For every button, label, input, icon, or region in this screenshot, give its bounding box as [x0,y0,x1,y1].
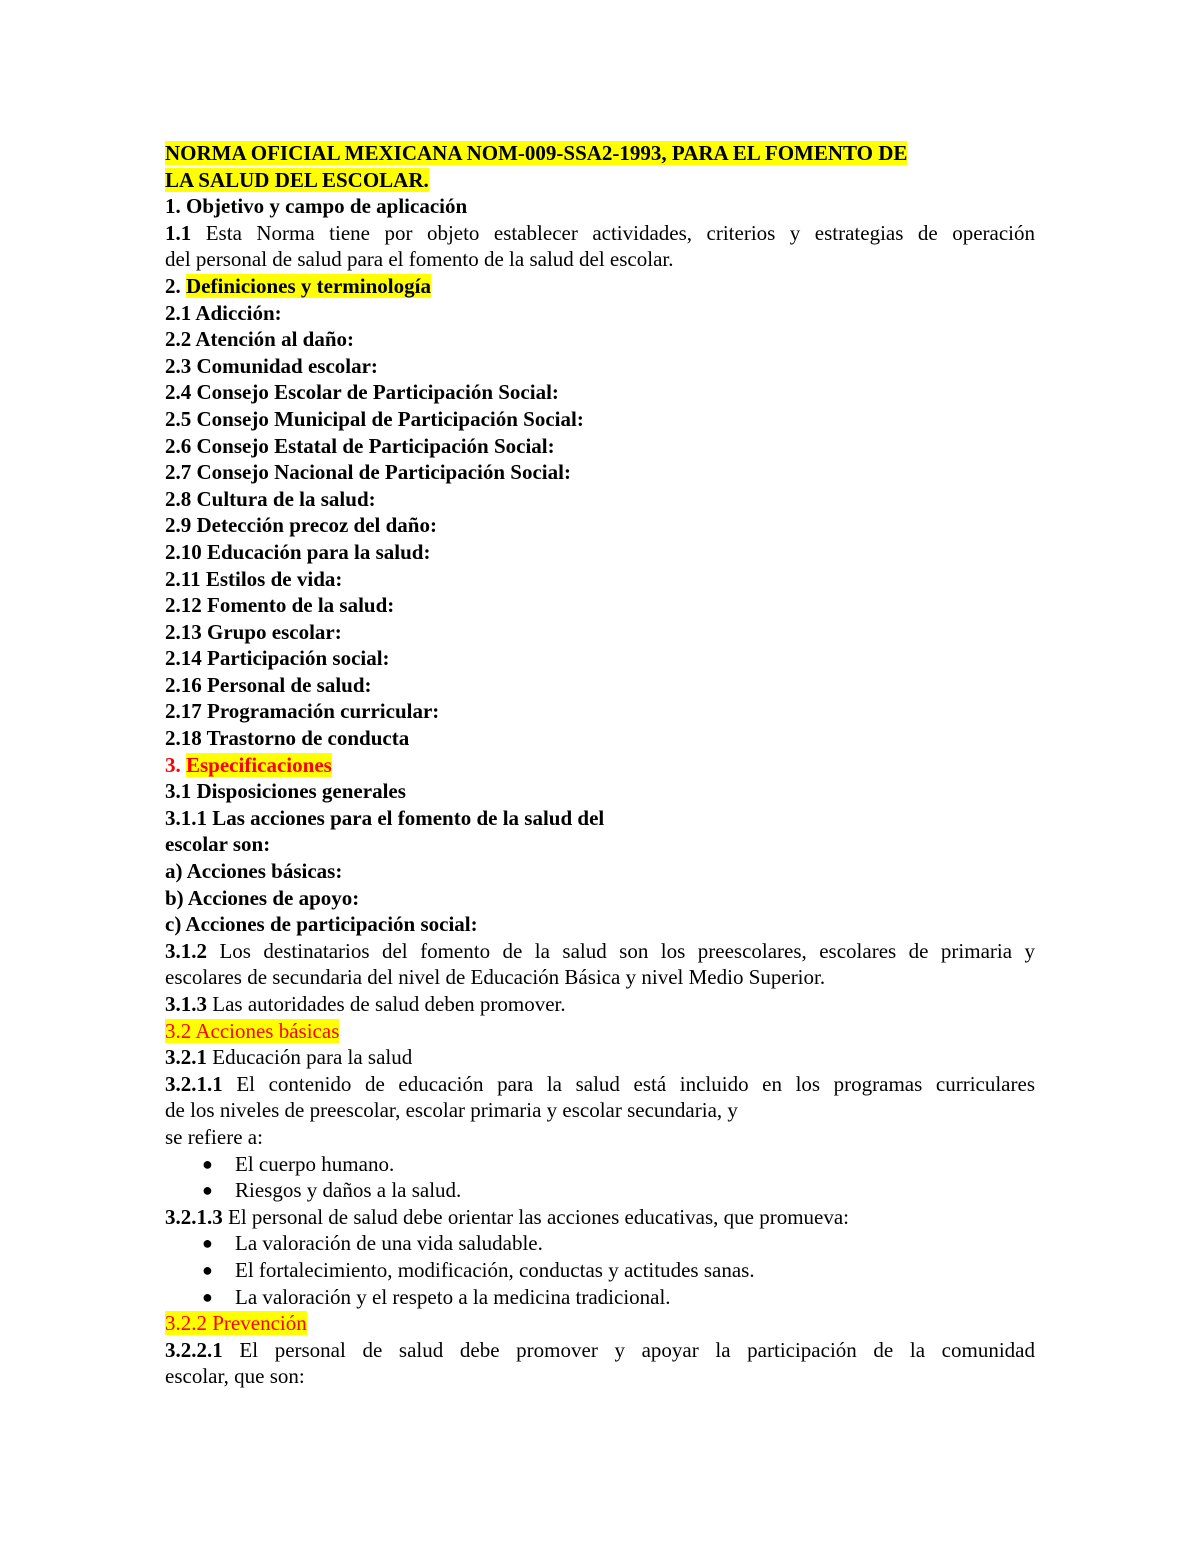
section-3-title: Especificaciones [186,752,332,777]
paragraph-3-2-1-number: 3.2.1 [165,1045,207,1070]
section-2-heading [165,273,1035,300]
definition-item: 2.14 Participación social: [165,646,390,671]
definition-item: 2.1 Adicción: [165,300,282,325]
paragraph-3-1-2-line-2: escolares de secundaria del nivel de Educación Básica y nivel Medio Superior. [165,965,826,990]
definition-item: 2.4 Consejo Escolar de Participación Social: [165,380,559,405]
subsection-3-2-heading [165,1018,1035,1045]
paragraph-1-1-text: Esta Norma tiene por objeto establecer actividades, criterios y estrategias de operación [191,220,1035,245]
subsection-3-2-2-title: 3.2.2 Prevención [165,1311,307,1336]
action-item: c) Acciones de participación social: [165,912,478,937]
action-item: b) Acciones de apoyo: [165,885,360,910]
action-item: a) Acciones básicas: [165,859,343,884]
paragraph-3-2-1 [165,1044,1035,1071]
paragraph-3-2-1-1-line-1 [165,1071,1035,1098]
definition-item: 2.18 Trastorno de conducta [165,726,410,751]
bullet-list-item [165,1177,1035,1204]
section-1-heading: 1. Objetivo y campo de aplicación [165,194,468,219]
paragraph-3-2-1-1-line-2: de los niveles de preescolar, escolar primaria y escolar secundaria, y [165,1098,738,1123]
paragraph-3-2-1-1-line-3: se refiere a: [165,1124,263,1149]
paragraph-3-1-1-line-1: 3.1.1 Las acciones para el fomento de la salud del [165,805,605,830]
title-highlight-1: NORMA OFICIAL MEXICANA NOM-009-SSA2-1993, PARA EL FOMENTO DE [165,141,908,165]
paragraph-3-2-2-1-text: El personal de salud debe promover y apoyar la participación de la comunidad [222,1337,1035,1362]
paragraph-3-2-1-3-number: 3.2.1.3 [165,1204,223,1229]
paragraph-3-2-2-1-line-2: escolar, que son: [165,1364,305,1389]
paragraph-3-1-2-text: Los destinatarios del fomento de la salud son los preescolares, escolares de primaria y [207,938,1035,963]
paragraph-3-1-1-line-2: escolar son: [165,832,271,857]
definition-item: 2.9 Detección precoz del daño: [165,513,437,538]
definition-item: 2.6 Consejo Estatal de Participación Social: [165,433,555,458]
bullet-text: La valoración de una vida saludable. [235,1231,543,1256]
paragraph-3-1-2-number: 3.1.2 [165,938,207,963]
definition-item: 2.16 Personal de salud: [165,672,372,697]
paragraph-3-1-3-number: 3.1.3 [165,992,207,1016]
paragraph-3-2-2-1-line-1 [165,1337,1035,1364]
subsection-3-2-2-heading [165,1310,1035,1337]
section-3-heading [165,752,1035,779]
bullet-icon: ● [202,1233,213,1254]
document-title-line-1 [165,140,1035,167]
paragraph-3-2-1-3 [165,1204,1035,1231]
definition-item: 2.8 Cultura de la salud: [165,486,376,511]
section-2-title: Definiciones y terminología [186,273,431,298]
paragraph-1-1-number: 1.1 [165,220,192,245]
definition-item: 2.7 Consejo Nacional de Participación Social: [165,460,571,485]
definition-item: 2.10 Educación para la salud: [165,539,431,564]
paragraph-3-2-1-3-text: El personal de salud debe orientar las acciones educativas, que promueva: [222,1204,850,1229]
definition-item: 2.11 Estilos de vida: [165,566,343,591]
subsection-3-1-heading: 3.1 Disposiciones generales [165,779,406,804]
paragraph-3-2-1-text: Educación para la salud [207,1045,413,1070]
bullet-list-item [165,1151,1035,1178]
paragraph-3-1-2-line-1 [165,938,1035,965]
title-highlight-2: LA SALUD DEL ESCOLAR. [165,167,429,192]
paragraph-3-1-3-text: Las autoridades de salud deben promover. [207,992,566,1016]
paragraph-3-2-1-1-number: 3.2.1.1 [165,1071,223,1096]
definition-item: 2.17 Programación curricular: [165,699,440,724]
section-2-number: 2. [165,273,186,298]
bullet-text: El cuerpo humano. [235,1151,395,1176]
bullet-list-item [165,1284,1035,1311]
bullet-text: La valoración y el respeto a la medicina tradicional. [235,1284,671,1309]
bullet-text: El fortalecimiento, modificación, conductas y actitudes sanas. [235,1257,755,1282]
document-title-line-2 [165,167,1035,194]
definition-item: 2.3 Comunidad escolar: [165,353,378,378]
paragraph-3-2-1-1-text: El contenido de educación para la salud está incluido en los programas curriculares [222,1071,1035,1096]
definition-item: 2.13 Grupo escolar: [165,619,342,644]
paragraph-3-1-3 [165,991,1035,1018]
subsection-3-2-title: 3.2 Acciones básicas [165,1018,340,1043]
bullet-icon: ● [202,1180,213,1201]
paragraph-1-1-line-2: del personal de salud para el fomento de la salud del escolar. [165,247,674,272]
definition-item: 2.5 Consejo Municipal de Participación Social: [165,406,584,431]
section-3-number: 3. [165,752,186,777]
bullet-list-item [165,1257,1035,1284]
definition-item: 2.2 Atención al daño: [165,327,355,352]
bullet-text: Riesgos y daños a la salud. [235,1178,462,1203]
paragraph-1-1-line-1 [165,220,1035,247]
bullet-icon: ● [202,1286,213,1307]
bullet-list-item [165,1230,1035,1257]
paragraph-3-2-2-1-number: 3.2.2.1 [165,1337,223,1362]
bullet-icon: ● [202,1153,213,1174]
bullet-icon: ● [202,1259,213,1280]
definition-item: 2.12 Fomento de la salud: [165,593,395,618]
